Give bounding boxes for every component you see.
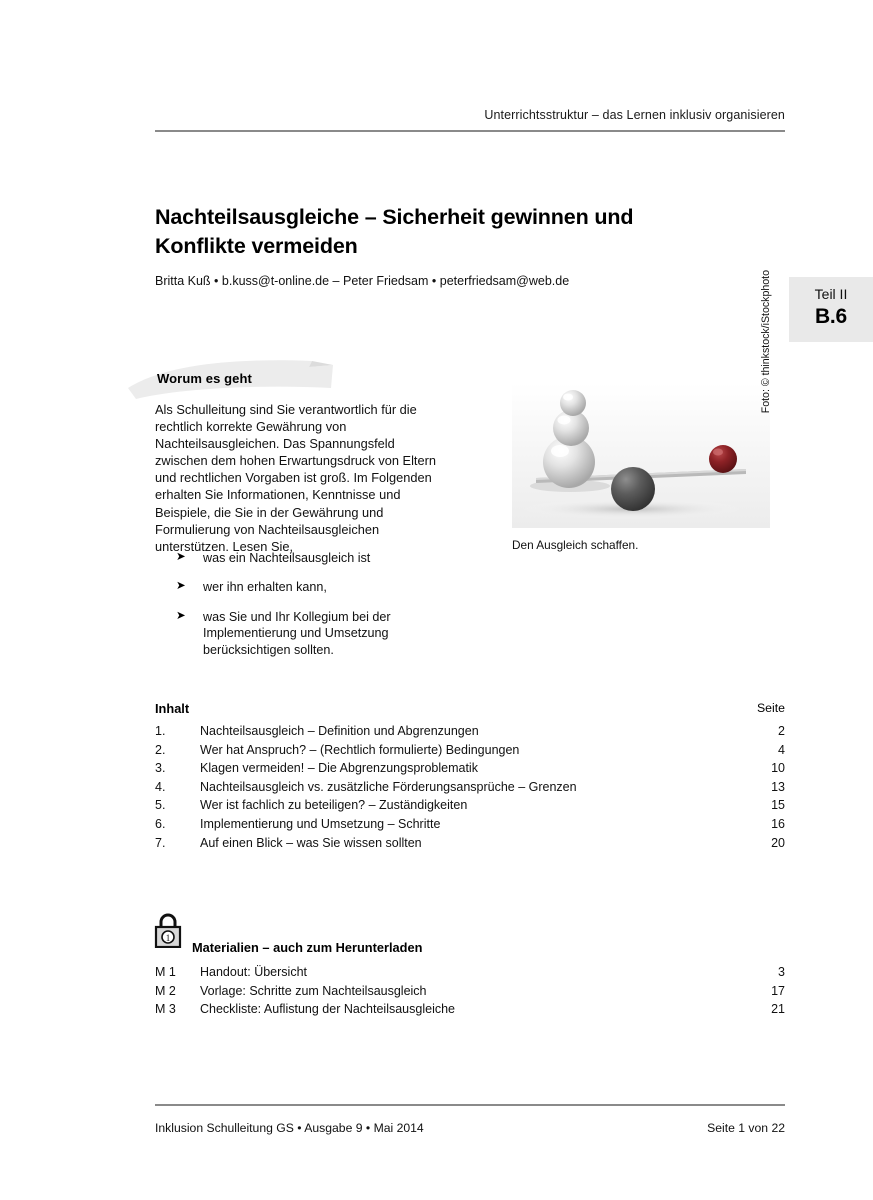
chapter-code-label: B.6 — [814, 305, 848, 328]
material-row-number: M 1 — [155, 965, 176, 979]
toc-row-number: 6. — [155, 816, 166, 831]
balance-scale-photo — [512, 383, 770, 528]
page-title-line-2: Konflikte vermeiden — [155, 234, 358, 258]
arrow-bullet-icon: ➤ — [176, 609, 186, 622]
toc-row-page: 20 — [771, 835, 785, 850]
toc-row-label: Auf einen Blick – was Sie wissen sollten — [200, 835, 422, 850]
materials-list — [155, 965, 785, 1021]
toc-row-number: 5. — [155, 798, 166, 813]
table-row — [155, 984, 785, 1003]
material-row-label: Checkliste: Auflistung der Nachteilsausgleiche — [200, 1002, 455, 1017]
about-banner-label: Worum es geht — [157, 371, 252, 386]
toc-row-page: 4 — [778, 742, 785, 757]
toc-heading: Inhalt — [155, 701, 190, 716]
toc-row-page: 16 — [771, 816, 785, 831]
list-item-label: wer ihn erhalten kann, — [203, 580, 327, 595]
toc-row-label: Nachteilsausgleich vs. zusätzliche Förderungsansprüche – Grenzen — [200, 779, 577, 794]
chapter-part-label: Teil II — [814, 286, 848, 302]
arrow-bullet-icon: ➤ — [176, 551, 186, 563]
material-row-number: M 2 — [155, 983, 176, 998]
table-row — [155, 761, 785, 780]
authors-line: Britta Kuß • b.kuss@t-online.de – Peter Friedsam • peterfriedsam@web.de — [155, 274, 570, 288]
footer-divider — [155, 1104, 785, 1106]
toc-row-label: Implementierung und Umsetzung – Schritte — [200, 816, 441, 831]
toc-row-page: 15 — [771, 798, 785, 813]
toc-row-number: 7. — [155, 835, 166, 850]
chapter-tab — [789, 277, 873, 342]
photo-credit: Foto: © thinkstock/iStockphoto — [760, 270, 772, 414]
list-item — [176, 579, 466, 595]
svg-text:1: 1 — [165, 933, 171, 943]
toc-heading-row — [155, 701, 785, 724]
list-item — [176, 550, 466, 566]
running-header: Unterrichtsstruktur – das Lernen inklusiv organisieren — [484, 108, 785, 122]
table-row — [155, 780, 785, 799]
toc-row-number: 1. — [155, 724, 166, 738]
materials-heading: Materialien – auch zum Herunterladen — [192, 940, 423, 955]
list-item — [176, 609, 466, 658]
toc-row-page: 13 — [771, 779, 785, 794]
toc-row-label: Klagen vermeiden! – Die Abgrenzungsproblematik — [200, 761, 478, 776]
material-row-label: Vorlage: Schritte zum Nachteilsausgleich — [200, 983, 427, 998]
padlock-icon — [153, 913, 183, 948]
list-item-label: was ein Nachteilsausgleich ist — [203, 551, 371, 565]
table-row — [155, 965, 785, 984]
table-of-contents — [155, 701, 785, 854]
toc-row-label: Wer hat Anspruch? – (Rechtlich formulierte) Bedingungen — [200, 742, 520, 757]
toc-row-number: 4. — [155, 779, 166, 794]
table-row — [155, 743, 785, 762]
page-title — [155, 203, 715, 261]
toc-row-label: Wer ist fachlich zu beteiligen? – Zuständigkeiten — [200, 798, 468, 813]
toc-page-column-heading: Seite — [756, 701, 785, 715]
toc-row-number: 2. — [155, 742, 166, 757]
material-row-number: M 3 — [155, 1002, 176, 1017]
toc-row-page: 10 — [771, 761, 785, 776]
material-row-page: 3 — [778, 965, 785, 979]
table-row — [155, 1002, 785, 1021]
footer-publication-info: Inklusion Schulleitung GS • Ausgabe 9 • Mai 2014 — [155, 1121, 424, 1135]
toc-row-label: Nachteilsausgleich – Definition und Abgrenzungen — [200, 724, 479, 738]
table-row — [155, 724, 785, 743]
material-row-page: 21 — [771, 1002, 785, 1017]
about-bullet-list — [176, 550, 466, 658]
table-row — [155, 836, 785, 855]
list-item-label: was Sie und Ihr Kollegium bei der Implementierung und Umsetzung berücksichtigen sollten. — [203, 609, 391, 657]
arrow-bullet-icon: ➤ — [176, 580, 186, 593]
toc-row-page: 2 — [778, 724, 785, 738]
about-paragraph: Als Schulleitung sind Sie verantwortlich für die rechtlich korrekte Gewährung von Nachteilsausgleichen. Das Spannungsfeld zwischen dem hohen Erwartungsdruck von Eltern und rechtlichen Vorgaben ist groß. Im Folgenden erhalten Sie Informationen, Kenntnisse und Beispiele, die Sie in der Gewährung und Formulierung von Nachteilsausgleichen unterstützen. Lesen Sie, — [155, 402, 436, 554]
table-row — [155, 798, 785, 817]
header-divider — [155, 130, 785, 132]
footer-page-number: Seite 1 von 22 — [707, 1121, 785, 1135]
toc-row-number: 3. — [155, 761, 166, 776]
photo-caption: Den Ausgleich schaffen. — [512, 538, 639, 552]
page-title-line-1: Nachteilsausgleiche – Sicherheit gewinnen und — [155, 205, 634, 229]
material-row-label: Handout: Übersicht — [200, 965, 308, 979]
material-row-page: 17 — [771, 983, 785, 998]
table-row — [155, 817, 785, 836]
